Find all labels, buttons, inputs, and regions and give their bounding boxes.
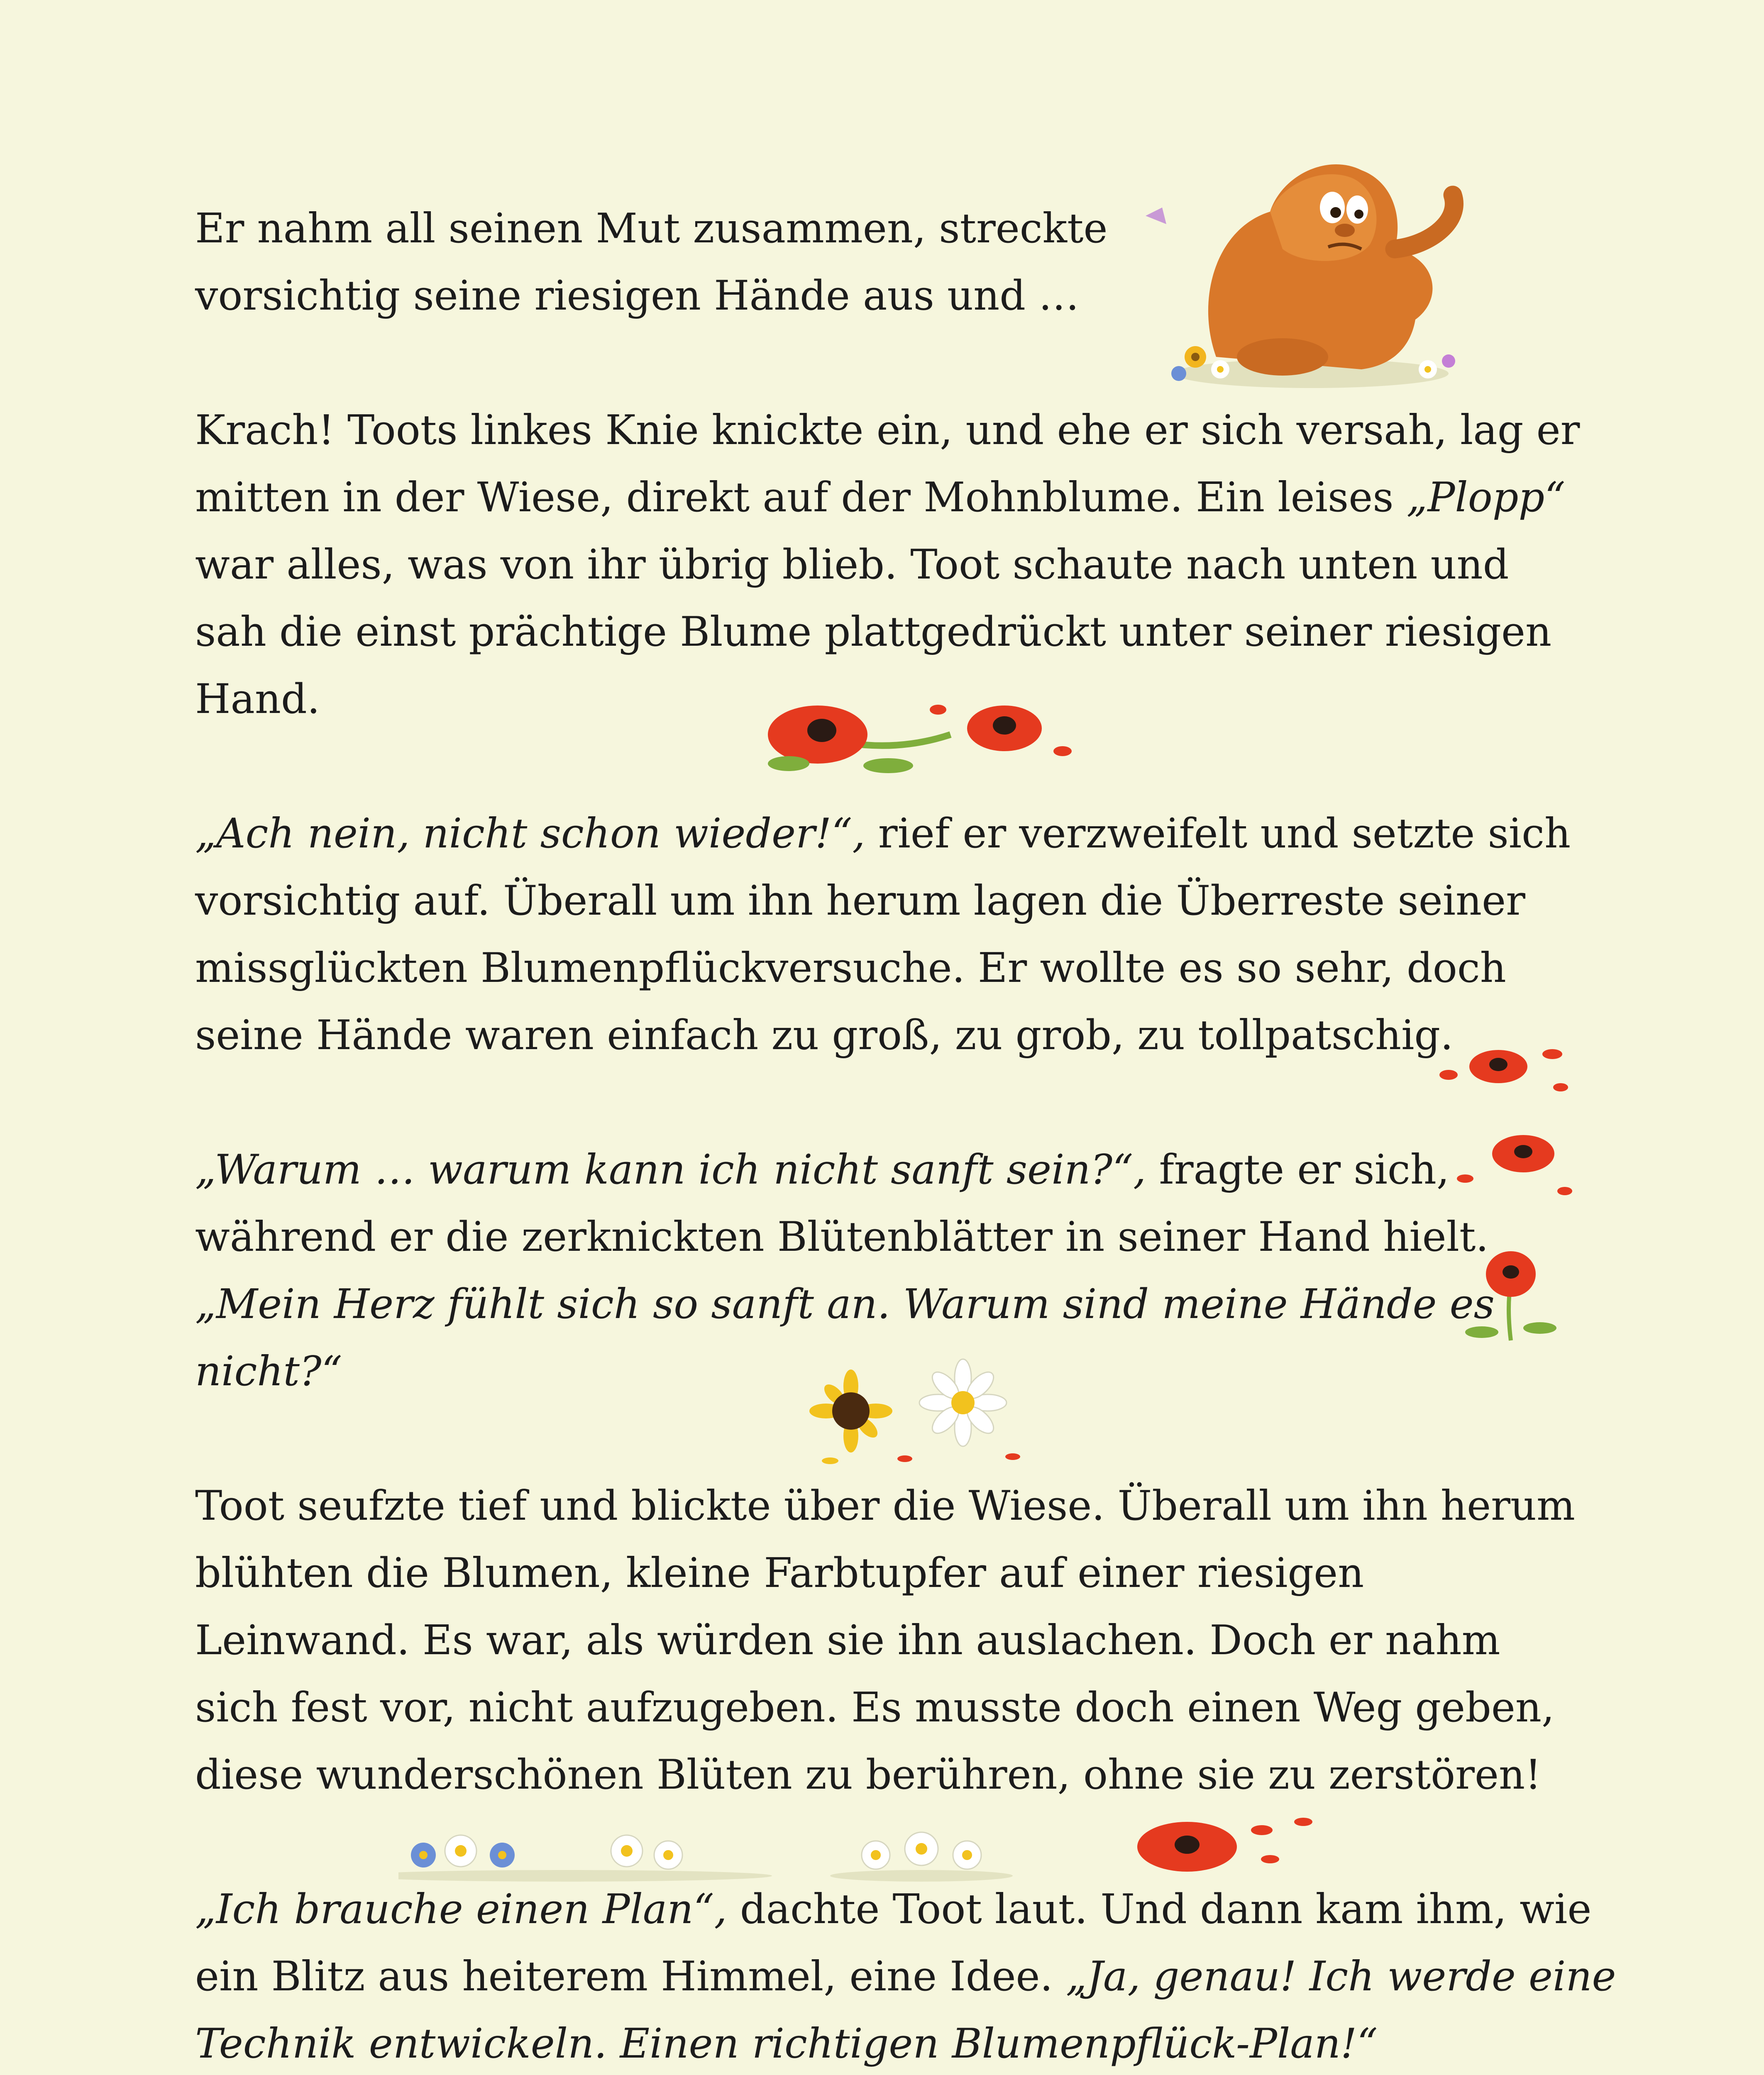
story-line: Er nahm all seinen Mut zusammen, streckte [195, 205, 1108, 252]
story-line: vorsichtig seine riesigen Hände aus und … [195, 272, 1080, 320]
story-quote: „Warum … warum kann ich nicht sanft sein?“, [195, 1146, 1146, 1194]
story-line: Hand. [195, 676, 320, 723]
story-line: Krach! Toots linkes Knie knickte ein, und ehe er sich versah, lag er [195, 407, 1580, 454]
story-quote: „Mein Herz fühlt sich so sanft an. Warum sind meine Hände es [195, 1281, 1495, 1328]
story-quote: „Plopp“ [1406, 474, 1566, 521]
story-line: sich fest vor, nicht aufzugeben. Es musste doch einen Weg geben, [195, 1684, 1555, 1731]
toot-furry-monster-icon [1146, 124, 1478, 394]
poppy-icon [764, 689, 1087, 784]
story-line: diese wunderschönen Blüten zu berühren, ohne sie zu zerstören! [195, 1751, 1542, 1799]
story-line: rief er verzweifelt und setzte sich [865, 810, 1571, 857]
story-line: fragte er sich, [1146, 1146, 1450, 1194]
story-line: ein Blitz aus heiterem Himmel, eine Idee. [195, 1953, 1066, 2000]
story-line: mitten in der Wiese, direkt auf der Mohnblume. Ein leises [195, 474, 1407, 521]
story-line: dachte Toot laut. Und dann kam ihm, wie [727, 1886, 1592, 1933]
story-line: Leinwand. Es war, als würden sie ihn auslachen. Doch er nahm [195, 1617, 1500, 1664]
story-line: während er die zerknickten Blütenblätter in seiner Hand hielt. [195, 1213, 1489, 1261]
story-quote: nicht?“ [195, 1348, 342, 1395]
story-line: Toot seufzte tief und blickte über die Wiese. Überall um ihn herum [195, 1482, 1575, 1530]
story-quote: „Ach nein, nicht schon wieder!“, [195, 810, 865, 857]
story-quote: „Ja, genau! Ich werde eine [1065, 1953, 1616, 2000]
story-line: sah die einst prächtige Blume plattgedrückt unter seiner riesigen [195, 608, 1552, 656]
story-line: blühten die Blumen, kleine Farbtupfer auf einer riesigen [195, 1550, 1364, 1597]
story-quote: Technik entwickeln. Einen richtigen Blumenpflück-Plan!“ [195, 2020, 1378, 2068]
story-line: war alles, was von ihr übrig blieb. Toot schaute nach unten und [195, 541, 1509, 588]
story-line: missglückten Blumenpflückversuche. Er wollte es so sehr, doch [195, 945, 1506, 992]
sunflower-icon [797, 1349, 1054, 1473]
story-line: vorsichtig auf. Überall um ihn herum lagen die Überreste seiner [195, 877, 1526, 925]
story-quote: „Ich brauche einen Plan“, [195, 1886, 727, 1933]
story-line: seine Hände waren einfach zu groß, zu grob, zu tollpatschig. [195, 1012, 1454, 1059]
